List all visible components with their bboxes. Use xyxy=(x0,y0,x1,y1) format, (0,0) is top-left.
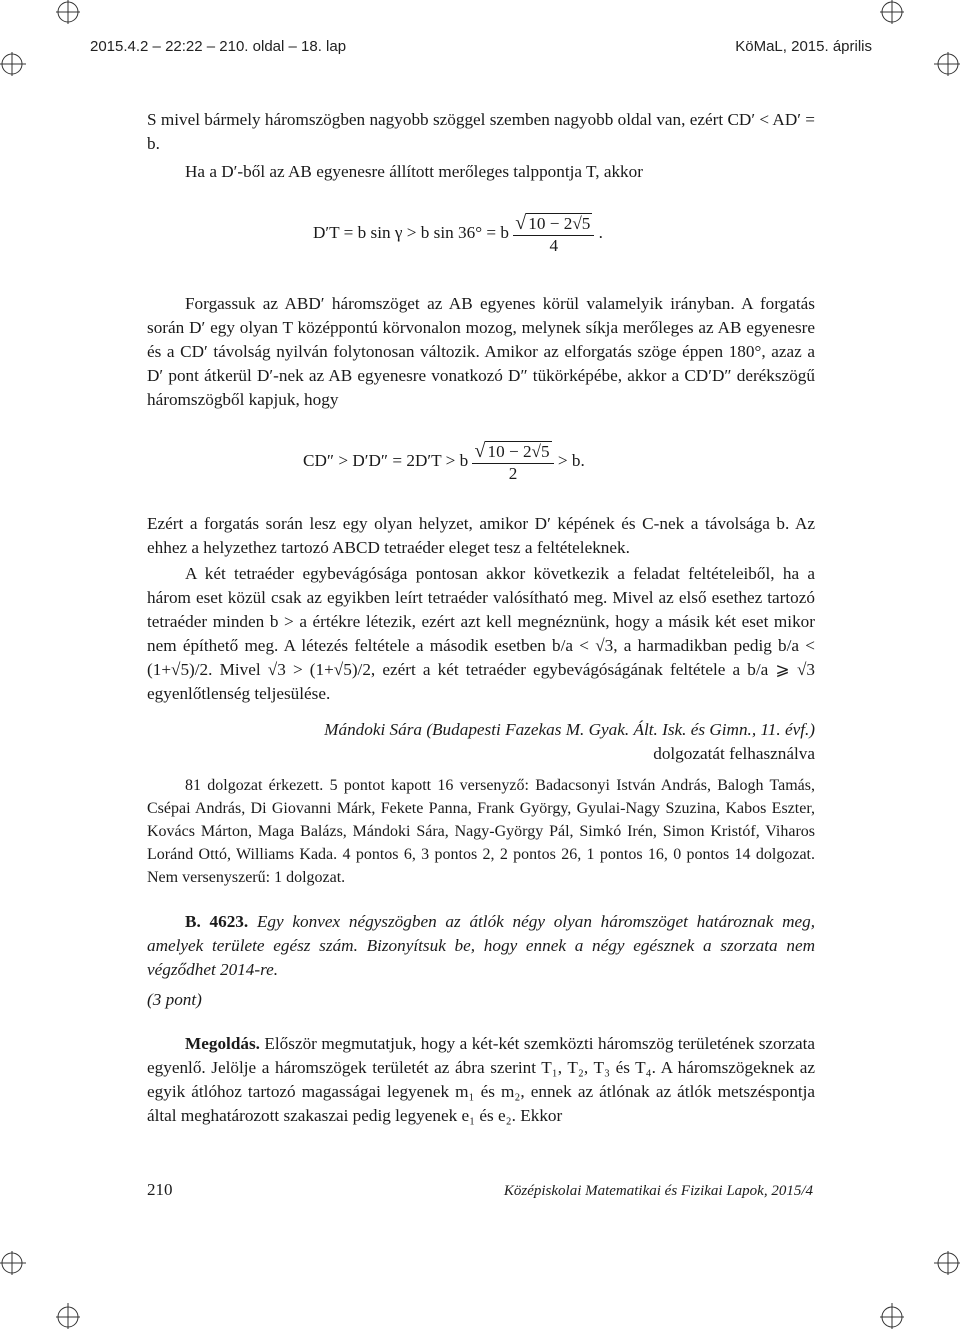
equation-2-denominator: 2 xyxy=(472,463,553,484)
registration-mark-right-top xyxy=(920,44,960,84)
equation-1-denominator: 4 xyxy=(513,235,594,256)
equation-2 xyxy=(303,440,585,484)
equation-1-numerator: 10 − 2√5 xyxy=(528,214,591,233)
equation-2-fraction: $\frac{√ 10 - 2√5}{2}$ xyxy=(472,440,553,484)
results-paragraph: 81 dolgozat érkezett. 5 pontot kapott 16 versenyző: Badacsonyi István András, Balogh Tamás, Csépai András, Di Giovanni Márk, Fekete Panna, Frank György, Gyulai-Nagy Szuzina, Kabos Eszter, Kovács Márton, Maga Balázs, Mándoki Sára, Nagy-György Pál, Simkó Irén, Simon Kristóf, Viharos Loránd Ottó, Williams Kada. 4 pontos 6, 3 pontos 2, 2 pontos 26, 1 pontos 16, 0 pontos 14 dolgozat. Nem versenyszerű: 1 dolgozat. xyxy=(147,777,815,886)
registration-mark-left-top xyxy=(0,44,40,84)
equation-1 xyxy=(313,212,603,256)
author-name: Mándoki Sára (Budapesti Fazekas M. Gyak. Ált. Isk. és Gimn., 11. évf.) xyxy=(324,720,815,739)
paragraph-2: Ha a D′-ből az AB egyenesre állított merőleges talppontja T, akkor xyxy=(185,162,643,181)
problem-id: B. 4623. xyxy=(185,912,249,931)
registration-mark-top-right xyxy=(872,0,912,40)
problem-points xyxy=(147,988,815,1012)
solution-text: Először megmutatjuk, hogy a két-két szemközti háromszög területének szorzata egyenlő. Jelölje a háromszögek területét az ábra szerint T₁, T₂, T₃ és T₄. A háromszögeknek az egyik átlóhoz tartozó magasságai legyenek m₁ és m₂, ennek az átlónak az átlók metszéspontja által meghatározott szakaszai pedig legyenek e₁ és e₂. Ekkor xyxy=(147,1034,815,1125)
registration-mark-right-bottom xyxy=(920,1243,960,1283)
equation-2-lhs: CD″ > D′D″ = 2D′T > b xyxy=(303,450,469,470)
equation-1-tail: . xyxy=(598,222,603,242)
equation-2-numerator: 10 − 2√5 xyxy=(487,442,550,461)
registration-mark-bottom-right xyxy=(872,1289,912,1329)
equation-2-tail: > b. xyxy=(557,450,585,470)
registration-mark-bottom-left xyxy=(48,1289,88,1329)
page-header-left: 2015.4.2 – 22:22 – 210. oldal – 18. lap xyxy=(90,38,347,55)
page-header-right: KöMaL, 2015. április xyxy=(735,38,872,55)
points-label: (3 pont) xyxy=(147,990,202,1009)
author-note: dolgozatát felhasználva xyxy=(653,744,815,763)
problem-text: Egy konvex négyszögben az átlók négy olyan háromszöget határoznak meg, amelyek területe egész szám. Bizonyítsuk be, hogy ennek a négy egésznek a szorzata nem végződhet 2014-re. xyxy=(147,912,816,979)
paragraph-1: S mivel bármely háromszögben nagyobb szöggel szemben nagyobb oldal van, ezért CD′ < AD′ = b. xyxy=(147,110,815,153)
solution-paragraph xyxy=(147,1032,815,1128)
registration-mark-top-left xyxy=(48,0,88,40)
paragraph-4: Ezért a forgatás során lesz egy olyan helyzet, amikor D′ képének és C-nek a távolsága b. Az ehhez a helyzethez tartozó ABCD tetraéder eleget tesz a feltételeknek. xyxy=(147,514,815,557)
journal-name: Középiskolai Matematikai és Fizikai Lapok, 2015/4 xyxy=(503,1183,813,1199)
equation-1-lhs: D′T = b sin γ > b sin 36° = b xyxy=(313,222,509,242)
solution-label: Megoldás. xyxy=(185,1034,260,1053)
paragraph-3: Forgassuk az ABD′ háromszöget az AB egyenes körül valamelyik irányban. A forgatás során D′ egy olyan T középpontú körvonalon mozog, melynek síkja merőleges az AB egyenesre és a CD′ távolság nyilván folytonosan változik. Amikor az elforgatás szöge éppen 180°, azaz a D′ pont átkerül D′-nek az AB egyenesre vonatkozó D″ tükörképébe, akkor a CD′D″ derékszögű háromszögből kapjuk, hogy xyxy=(147,294,815,409)
equation-1-fraction: $\frac{√ 10 - 2√5}{4}$ xyxy=(513,212,594,256)
paragraph-5: A két tetraéder egybevágósága pontosan akkor következik a feladat feltételeiből, ha a három eset közül csak az egyikben leírt tetraéder valósítható meg. Mivel az első esethez tartozó tetraéder minden b > a értékre létezik, ezért azt kell megnéznünk, hogy a másik két eset mikor nem építhető meg. A létezés feltétele a második esetben b/a < √3, a harmadikban pedig b/a < (1+√5)/2. Mivel √3 > (1+√5)/2, ezért a két tetraéder egybevágóságának feltétele a b/a ⩾ √3 egyenlőtlenség teljesülése. xyxy=(147,564,815,703)
problem-statement xyxy=(147,910,815,982)
author-line xyxy=(147,718,815,742)
registration-mark-left-bottom xyxy=(0,1243,40,1283)
page-number: 210 xyxy=(147,1180,173,1199)
